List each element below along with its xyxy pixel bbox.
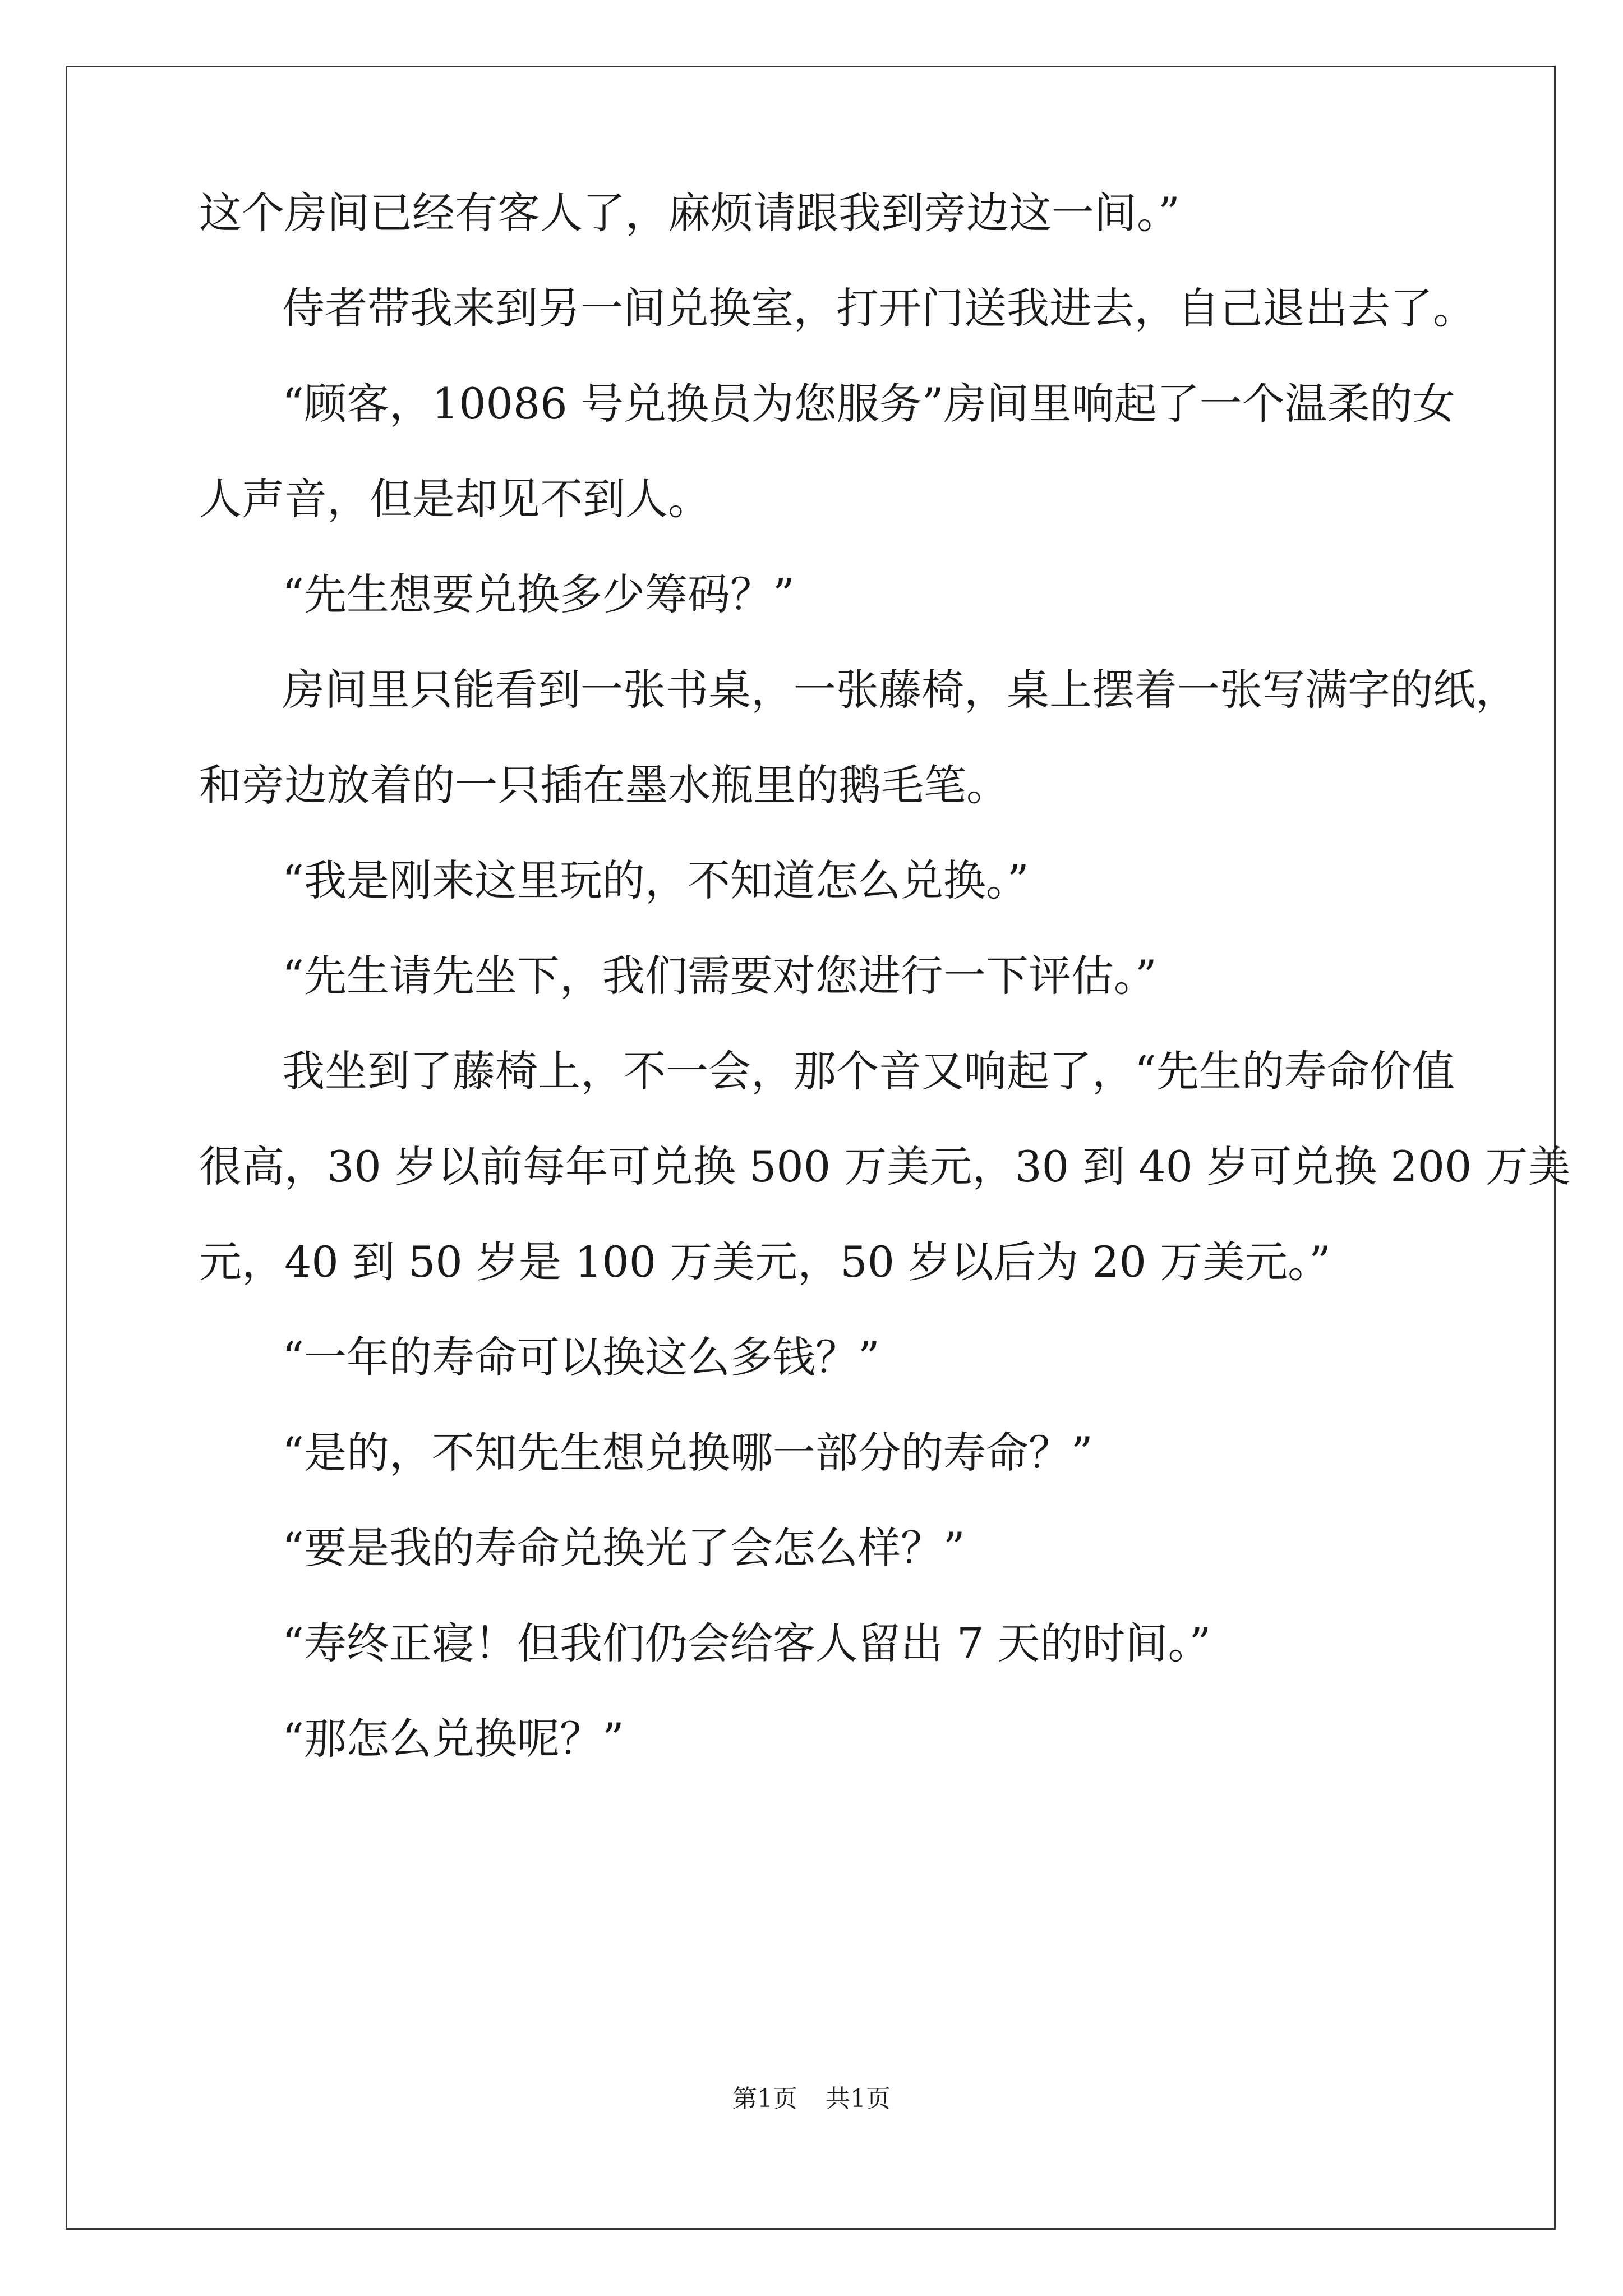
text-line: 这个房间已经有客人了，麻烦请跟我到旁边这一间。” <box>199 188 1180 238</box>
text-line: “我是刚来这里玩的，不知道怎么兑换。” <box>282 855 1029 905</box>
page-number-current: 第1页 <box>732 2085 797 2113</box>
text-line: “寿终正寝！但我们仍会给客人留出 7 天的时间。” <box>282 1618 1211 1668</box>
text-line: 房间里只能看到一张书桌，一张藤椅，桌上摆着一张写满字的纸， <box>282 665 1518 715</box>
text-line: “是的，不知先生想兑换哪一部分的寿命？” <box>282 1428 1093 1478</box>
text-line: 和旁边放着的一只插在墨水瓶里的鹅毛笔。 <box>199 760 1009 810</box>
text-line: 人声音，但是却见不到人。 <box>199 474 711 524</box>
text-line: 我坐到了藤椅上，不一会，那个音又响起了，“先生的寿命价值 <box>282 1046 1455 1096</box>
text-line: “那怎么兑换呢？” <box>282 1714 624 1764</box>
text-line: “先生想要兑换多少筹码？” <box>282 569 795 619</box>
text-line: 侍者带我来到另一间兑换室，打开门送我进去，自己退出去了。 <box>282 283 1476 333</box>
text-line: “要是我的寿命兑换光了会怎么样？” <box>282 1523 965 1573</box>
text-line: “顾客，10086 号兑换员为您服务”房间里响起了一个温柔的女 <box>282 379 1455 429</box>
text-line: 很高，30 岁以前每年可兑换 500 万美元，30 到 40 岁可兑换 200 万美 <box>199 1142 1571 1191</box>
page-footer <box>0 2082 1623 2116</box>
text-line: “先生请先坐下，我们需要对您进行一下评估。” <box>282 951 1157 1001</box>
page-number-total: 共1页 <box>826 2085 891 2113</box>
text-line: “一年的寿命可以换这么多钱？” <box>282 1332 880 1382</box>
text-line: 元，40 到 50 岁是 100 万美元，50 岁以后为 20 万美元。” <box>199 1237 1331 1287</box>
